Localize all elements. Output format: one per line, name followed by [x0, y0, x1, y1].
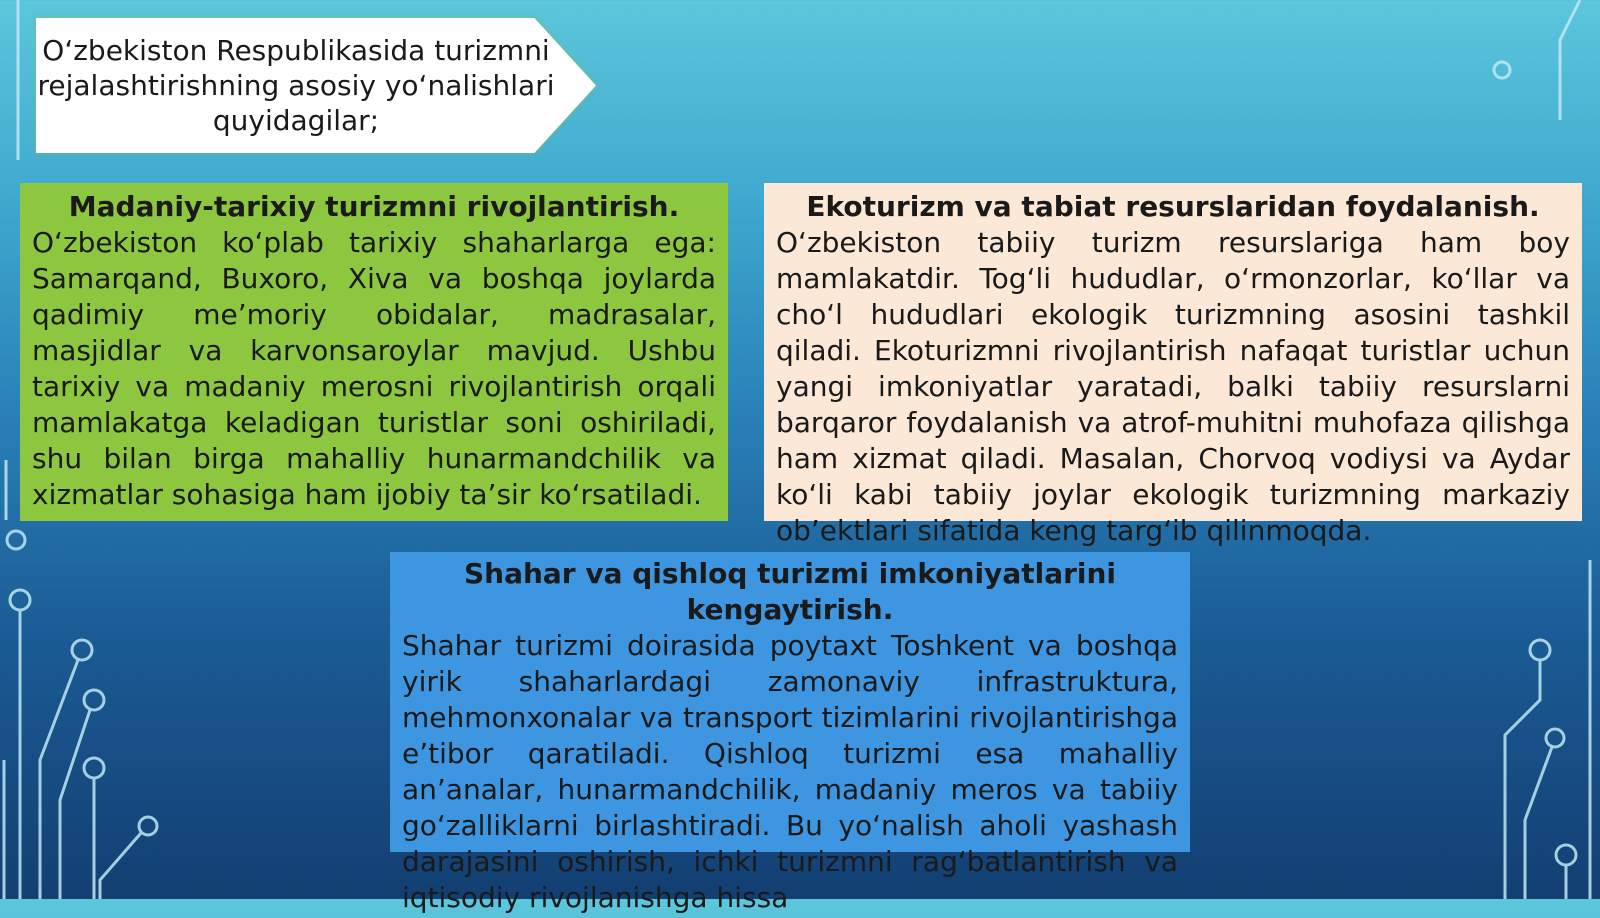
- title-callout: [36, 18, 596, 153]
- panel-cultural-title: Madaniy-tarixiy turizmni rivojlantirish.: [68, 190, 680, 223]
- panel-ecotourism: [764, 183, 1582, 547]
- panel-urban-body: Shahar turizmi doirasida poytaxt Toshkent va boshqa yirik shaharlardagi zamonaviy infrastruktura, mehmonxonalar va transport tizimlarini rivojlantirishga e’tibor qaratiladi. Qishloq turizmi esa mahalliy an’analar, hunarmandchilik, madaniy meros va tabiiy go‘zalliklarni birlashtiradi. Bu yo‘nalish aholi yashash darajasini oshirish, ichki turizmni rag‘batlantirish va iqtisodiy rivojlanishga hissa: [402, 629, 1178, 914]
- panel-urban-title: Shahar va qishloq turizmi imkoniyatlarini kengaytirish.: [463, 557, 1117, 626]
- panel-urban-rural-tourism: [390, 552, 1190, 914]
- panel-cultural-tourism: [20, 183, 728, 521]
- panel-eco-title: Ekoturizm va tabiat resurslaridan foydalanish.: [806, 190, 1540, 223]
- panel-cultural-body: O‘zbekiston ko‘plab tarixiy shaharlarga ega: Samarqand, Buxoro, Xiva va boshqa joylarda qadimiy me’moriy obidalar, madrasalar, masjidlar va karvonsaroylar mavjud. Ushbu tarixiy va madaniy merosni rivojlantirish orqali mamlakatga keladigan turistlar soni oshiriladi, shu bilan birga mahalliy hunarmandchilik va xizmatlar sohasiga ham ijobiy ta’sir ko‘rsatiladi.: [32, 226, 716, 511]
- callout-title: O‘zbekiston Respublikasida turizmni rejalashtirishning asosiy yo‘nalishlari quyidagilar;: [37, 34, 555, 137]
- panel-eco-body: O‘zbekiston tabiiy turizm resurslariga ham boy mamlakatdir. Tog‘li hududlar, o‘rmonzorlar, ko‘llar va cho‘l hududlari ekologik turizmning asosini tashkil qiladi. Ekoturizmni rivojlantirish nafaqat turistlar uchun yangi imkoniyatlar yaratadi, balki tabiiy resurslarni barqaror foydalanish va atrof-muhitni muhofaza qilishga ham xizmat qiladi. Masalan, Chorvoq vodiysi va Aydar ko‘li kabi tabiiy joylar ekologik turizmning markaziy ob’ektlari sifatida keng targ‘ib qilinmoqda.: [776, 226, 1570, 547]
